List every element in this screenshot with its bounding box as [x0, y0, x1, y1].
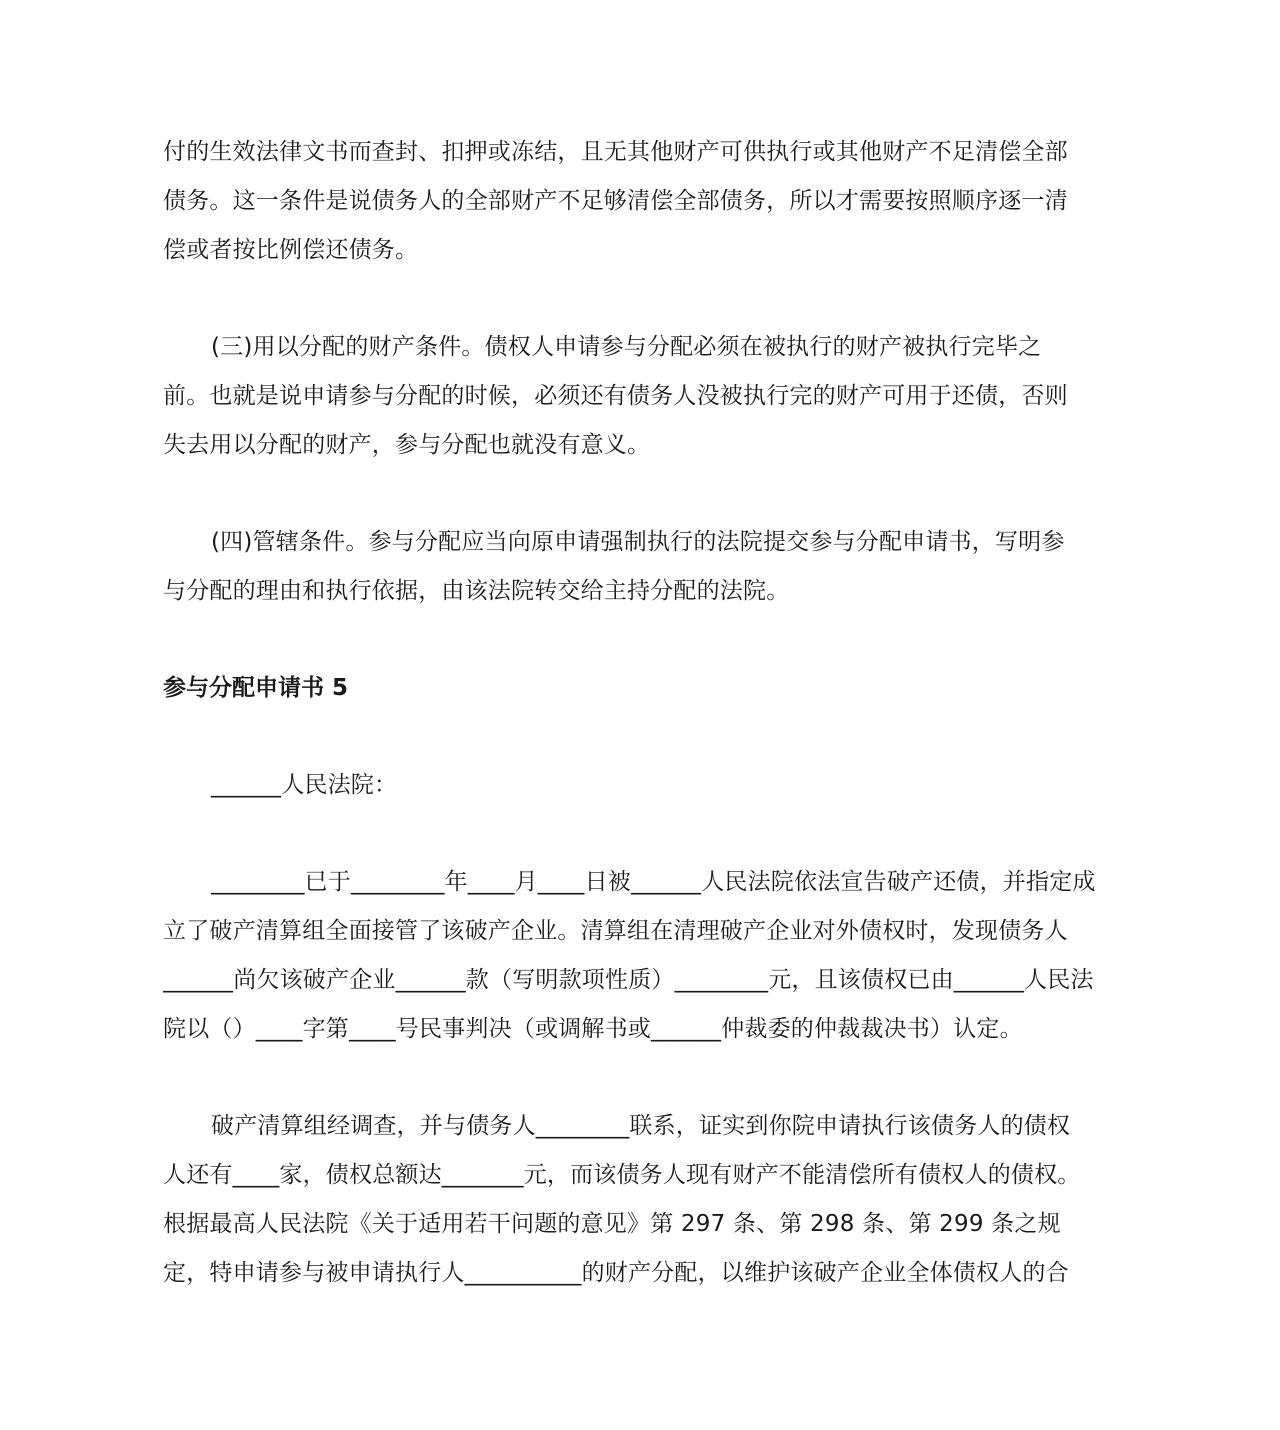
text-line: 定，特申请参与被申请执行人__________的财产分配，以维护该破产企业全体债权人的合 [163, 1260, 1069, 1286]
text-line: 根据最高人民法院《关于适用若干问题的意见》第 297 条、第 298 条、第 299 条之规 [163, 1211, 1061, 1237]
text-line: 院以（）____字第____号民事判决（或调解书或______仲裁委的仲裁裁决书）认定。 [163, 1016, 1023, 1042]
text-line: 失去用以分配的财产，参与分配也就没有意义。 [163, 432, 651, 458]
text-line: ______人民法院： [211, 772, 398, 798]
paragraph-property-condition [163, 323, 1118, 470]
paragraph-gap [163, 616, 1118, 664]
text-line: 前。也就是说申请参与分配的时候，必须还有债务人没被执行完的财产可用于还债，否则 [163, 383, 1068, 409]
text-line: 破产清算组经调查，并与债务人________联系，证实到你院申请执行该债务人的债权 [211, 1113, 1071, 1139]
text-line: 与分配的理由和执行依据，由该法院转交给主持分配的法院。 [163, 578, 790, 604]
text-line: (三)用以分配的财产条件。债权人申请参与分配必须在被执行的财产被执行完毕之 [211, 334, 1042, 360]
text-line: 偿或者按比例偿还债务。 [163, 237, 419, 263]
text-line: 立了破产清算组全面接管了该破产企业。清算组在清理破产企业对外债权时，发现债务人 [163, 918, 1068, 944]
paragraph-jurisdiction-condition [163, 518, 1118, 616]
paragraph-gap [163, 275, 1118, 323]
paragraph-bankruptcy-facts [163, 858, 1118, 1054]
text-line: ________已于________年____月____日被______人民法院依法宣告破产还债，并指定成 [211, 869, 1096, 895]
text-line: ______尚欠该破产企业______款（写明款项性质）________元，且该债权已由______人民法 [163, 967, 1094, 993]
document-page [163, 128, 1118, 1298]
salutation [163, 761, 1118, 810]
paragraph-application [163, 1102, 1118, 1298]
text-line: 人还有____家，债权总额达_______元，而该债务人现有财产不能清偿所有债权人的债权。 [163, 1162, 1081, 1188]
text-line: (四)管辖条件。参与分配应当向原申请强制执行的法院提交参与分配申请书，写明参 [211, 529, 1065, 555]
paragraph-gap [163, 470, 1118, 518]
text-line: 债务。这一条件是说债务人的全部财产不足够清偿全部债务，所以才需要按照顺序逐一清 [163, 188, 1068, 214]
paragraph-conditions-debt [163, 128, 1118, 275]
paragraph-gap [163, 1054, 1118, 1102]
paragraph-gap [163, 810, 1118, 858]
text-line: 付的生效法律文书而查封、扣押或冻结，且无其他财产可供执行或其他财产不足清偿全部 [163, 139, 1068, 165]
paragraph-gap [163, 713, 1118, 761]
section-heading: 参与分配申请书 5 [163, 675, 349, 701]
